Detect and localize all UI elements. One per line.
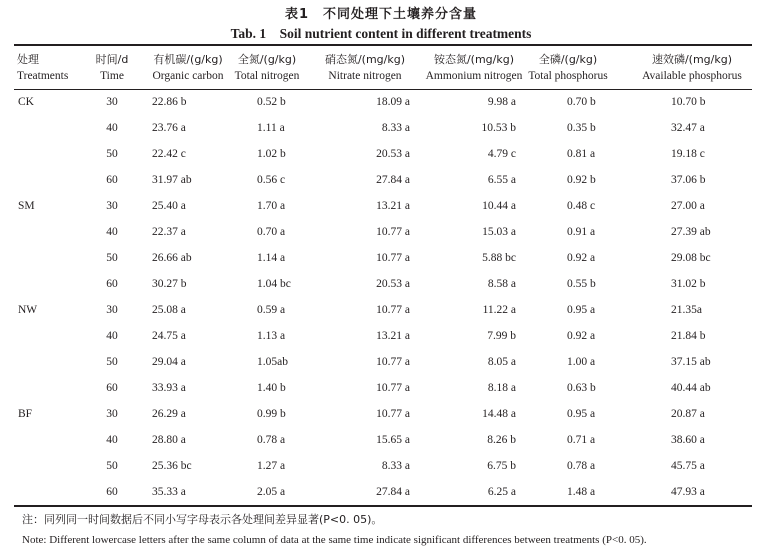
table-cell: 0.92 a <box>567 330 596 342</box>
table-cell: 1.11 a <box>257 122 285 134</box>
table-cell: 8.26 b <box>487 434 516 446</box>
table-cell: 15.65 a <box>376 434 410 446</box>
table-cell: 20.53 a <box>376 278 410 290</box>
column-header-cn: 时间/d <box>95 53 129 66</box>
table-cell: 22.37 a <box>152 226 186 238</box>
table-cell: 10.77 a <box>376 382 410 394</box>
table-cell: 0.81 a <box>567 148 596 160</box>
table-cell: 10.70 b <box>671 96 706 108</box>
table-cell: 9.98 a <box>487 96 516 108</box>
table-cell: 1.70 a <box>257 200 286 212</box>
table-cell: 8.58 a <box>487 278 516 290</box>
table-title-en: Tab. 1 Soil nutrient content in different treatments <box>230 26 532 41</box>
table-cell: 50 <box>106 356 118 368</box>
column-header-en: Organic carbon <box>152 70 224 82</box>
table-cell: 1.40 b <box>257 382 286 394</box>
table-cell: 27.00 a <box>671 200 705 212</box>
table-cell: 0.70 a <box>257 226 286 238</box>
table-cell: 13.21 a <box>376 330 410 342</box>
table-cell: 0.70 b <box>567 96 596 108</box>
table-cell: 22.42 c <box>152 148 186 160</box>
table-cell: 25.36 bc <box>152 460 192 472</box>
table-cell: 0.78 a <box>257 434 286 446</box>
table-cell: 38.60 a <box>671 434 705 446</box>
treatment-label: SM <box>18 200 35 212</box>
table-cell: 0.71 a <box>567 434 596 446</box>
table-cell: 40 <box>106 226 118 238</box>
column-header-en: Ammonium nitrogen <box>425 70 523 82</box>
column-header-cn: 铵态氮/(mg/kg) <box>433 53 515 66</box>
table-cell: 10.77 a <box>376 304 410 316</box>
table-cell: 27.84 a <box>376 174 410 186</box>
table-cell: 47.93 a <box>671 486 705 498</box>
table-cell: 2.05 a <box>257 486 286 498</box>
table-cell: 0.35 b <box>567 122 596 134</box>
table-cell: 0.92 a <box>567 252 596 264</box>
table-note-en: Note: Different lowercase letters after the same column of data at the same time indicate significant differences between treatments (P<0. 05). <box>22 534 647 546</box>
table-cell: 26.29 a <box>152 408 186 420</box>
table-cell: 28.80 a <box>152 434 186 446</box>
table-cell: 0.52 b <box>257 96 286 108</box>
table-top-rule <box>14 44 752 46</box>
table-cell: 23.76 a <box>152 122 186 134</box>
table-cell: 21.35a <box>671 304 702 316</box>
table-cell: 1.13 a <box>257 330 286 342</box>
column-header-en: Available phosphorus <box>642 70 742 82</box>
column-header-en: Nitrate nitrogen <box>328 70 402 82</box>
table-cell: 14.48 a <box>482 408 516 420</box>
table-bottom-rule <box>14 505 752 507</box>
table-cell: 27.84 a <box>376 486 410 498</box>
table-cell: 0.63 b <box>567 382 596 394</box>
table-cell: 25.08 a <box>152 304 186 316</box>
treatment-label: NW <box>18 304 38 316</box>
table-cell: 29.04 a <box>152 356 186 368</box>
table-cell: 10.77 a <box>376 356 410 368</box>
table-cell: 33.93 a <box>152 382 186 394</box>
table-cell: 1.27 a <box>257 460 286 472</box>
table-cell: 29.08 bc <box>671 252 711 264</box>
table-cell: 0.48 c <box>567 200 596 212</box>
table-cell: 6.25 a <box>487 486 516 498</box>
table-cell: 37.15 ab <box>671 356 711 368</box>
table-cell: 20.87 a <box>671 408 705 420</box>
column-header-cn: 硝态氮/(mg/kg) <box>324 53 406 66</box>
table-cell: 1.48 a <box>567 486 596 498</box>
table-cell: 30 <box>106 200 118 212</box>
column-header-en: Total phosphorus <box>528 70 608 82</box>
table-cell: 25.40 a <box>152 200 186 212</box>
table-cell: 50 <box>106 460 118 472</box>
table-note-cn: 注：同列同一时间数据后不同小写字母表示各处理间差异显著(P<0. 05)。 <box>22 513 383 526</box>
table-cell: 60 <box>106 278 118 290</box>
table-cell: 0.78 a <box>567 460 596 472</box>
table-cell: 5.88 bc <box>482 252 516 264</box>
table-cell: 0.95 a <box>567 304 596 316</box>
table-cell: 50 <box>106 148 118 160</box>
table-cell: 30 <box>106 304 118 316</box>
table-cell: 26.66 ab <box>152 252 192 264</box>
table-cell: 40 <box>106 122 118 134</box>
table-cell: 1.14 a <box>257 252 286 264</box>
table-cell: 24.75 a <box>152 330 186 342</box>
table-cell: 31.02 b <box>671 278 706 290</box>
table-cell: 1.02 b <box>257 148 286 160</box>
column-header-cn: 有机碳/(g/kg) <box>153 53 223 66</box>
table-cell: 4.79 c <box>487 148 516 160</box>
table-cell: 30 <box>106 96 118 108</box>
table-cell: 37.06 b <box>671 174 706 186</box>
table-cell: 30 <box>106 408 118 420</box>
table-cell: 60 <box>106 174 118 186</box>
table-cell: 10.77 a <box>376 252 410 264</box>
column-header-en: Treatments <box>17 70 69 82</box>
table-cell: 45.75 a <box>671 460 705 472</box>
table-cell: 21.84 b <box>671 330 706 342</box>
table-cell: 31.97 ab <box>152 174 192 186</box>
column-header-7 <box>627 52 757 84</box>
table-cell: 1.05ab <box>257 356 288 368</box>
column-header-6 <box>503 52 633 84</box>
table-cell: 1.04 bc <box>257 278 291 290</box>
table-cell: 8.05 a <box>487 356 516 368</box>
table-cell: 40 <box>106 434 118 446</box>
table-cell: 8.33 a <box>381 460 410 472</box>
table-cell: 10.77 a <box>376 408 410 420</box>
table-cell: 60 <box>106 382 118 394</box>
table-cell: 50 <box>106 252 118 264</box>
table-title-cn: 表1 不同处理下土壤养分含量 <box>284 7 478 22</box>
table-cell: 8.33 a <box>381 122 410 134</box>
table-cell: 18.09 a <box>376 96 410 108</box>
column-header-en: Total nitrogen <box>234 70 300 82</box>
table-cell: 27.39 ab <box>671 226 711 238</box>
table-cell: 20.53 a <box>376 148 410 160</box>
table-cell: 10.53 b <box>481 122 516 134</box>
table-cell: 22.86 b <box>152 96 187 108</box>
table-cell: 11.22 a <box>482 304 516 316</box>
column-header-en: Time <box>100 70 124 82</box>
table-cell: 40.44 ab <box>671 382 711 394</box>
table-cell: 60 <box>106 486 118 498</box>
table-cell: 0.56 c <box>257 174 286 186</box>
table-header-rule <box>14 89 752 90</box>
table-cell: 35.33 a <box>152 486 186 498</box>
table-cell: 0.92 b <box>567 174 596 186</box>
column-header-cn: 全磷/(g/kg) <box>538 53 598 66</box>
table-cell: 15.03 a <box>482 226 516 238</box>
table-cell: 0.59 a <box>257 304 286 316</box>
column-header-cn: 处理 <box>17 53 39 66</box>
table-cell: 6.55 a <box>487 174 516 186</box>
table-cell: 7.99 b <box>487 330 516 342</box>
table-cell: 40 <box>106 330 118 342</box>
table-cell: 13.21 a <box>376 200 410 212</box>
table-cell: 0.95 a <box>567 408 596 420</box>
treatment-label: BF <box>18 408 33 420</box>
table-cell: 0.55 b <box>567 278 596 290</box>
table-cell: 19.18 c <box>671 148 705 160</box>
column-header-cn: 全氮/(g/kg) <box>237 53 297 66</box>
table-cell: 0.99 b <box>257 408 286 420</box>
table-cell: 10.44 a <box>482 200 516 212</box>
table-cell: 6.75 b <box>487 460 516 472</box>
treatment-label: CK <box>18 96 34 108</box>
table-cell: 30.27 b <box>152 278 187 290</box>
table-cell: 10.77 a <box>376 226 410 238</box>
table-cell: 0.91 a <box>567 226 596 238</box>
column-header-cn: 速效磷/(mg/kg) <box>651 53 733 66</box>
table-cell: 1.00 a <box>567 356 596 368</box>
table-cell: 8.18 a <box>487 382 516 394</box>
table-cell: 32.47 a <box>671 122 705 134</box>
